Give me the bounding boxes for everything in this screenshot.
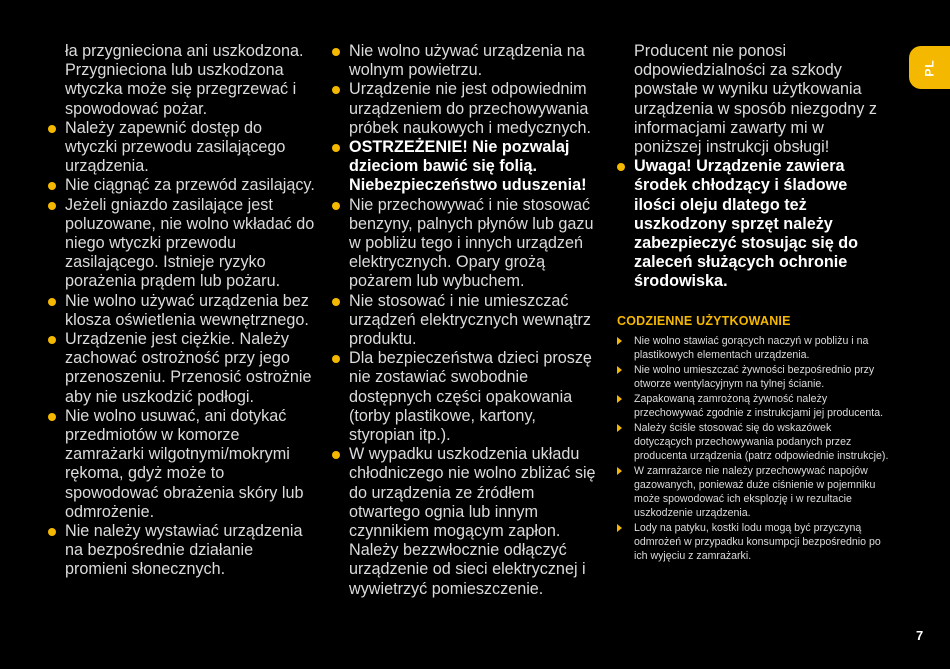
list-item: Nie wolno używać urządzenia na wolnym powietrzu. xyxy=(332,42,604,80)
list-item: Dla bezpieczeństwa dzieci proszę nie zostawiać swobodnie dostępnych części opakowania (torby plastikowe, kartony, styropian itp.). xyxy=(332,349,604,445)
list-item: Nie przechowywać i nie stosować benzyny, palnych płynów lub gazu w pobliżu tego i innych urządzeń elektrycznych. Opary grożą pożarem lub wybuchem. xyxy=(332,196,604,292)
list-item: Zapakowaną zamrożoną żywność należy przechowywać zgodnie z instrukcjami jej producenta. xyxy=(617,392,889,420)
text-column-2 xyxy=(332,42,604,599)
safety-list-3 xyxy=(617,157,889,291)
list-item: Nie ciągnąć za przewód zasilający. xyxy=(48,176,316,195)
language-tab xyxy=(909,46,950,89)
list-item: Nie wolno usuwać, ani dotykać przedmiotów w komorze zamrażarki wilgotnymi/mokrymi rękoma, gdyż może to spowodować obrażenia skóry lub odmrożenie. xyxy=(48,407,316,522)
text-column-1 xyxy=(48,42,316,580)
warning-list-item: OSTRZEŻENIE! Nie pozwalaj dzieciom bawić się folią. Niebezpieczeństwo uduszenia! xyxy=(332,138,604,196)
list-item: Urządzenie jest ciężkie. Należy zachować ostrożność przy jego przenoszeniu. Przenosić ostrożnie aby nie uszkodzić podłogi. xyxy=(48,330,316,407)
list-item: Nie stosować i nie umieszczać urządzeń elektrycznych wewnątrz produktu. xyxy=(332,292,604,350)
list-item: Należy zapewnić dostęp do wtyczki przewodu zasilającego urządzenia. xyxy=(48,119,316,177)
daily-use-list xyxy=(617,334,889,563)
list-item: Nie wolno stawiać gorących naczyń w pobliżu i na plastikowych elementach urządzenia. xyxy=(617,334,889,362)
list-item: W wypadku uszkodzenia układu chłodniczego nie wolno zbliżać się do urządzenia ze źródłem otwartego ognia lub innym czynnikiem mogącym zapłon. Należy bezzwłocznie odłączyć urządzenie od sieci elektrycznej i wywietrzyć pomieszczenie. xyxy=(332,445,604,599)
list-item: Urządzenie nie jest odpowiednim urządzeniem do przechowywania próbek naukowych i medycznych. xyxy=(332,80,604,138)
list-item: W zamrażarce nie należy przechowywać napojów gazowanych, ponieważ duże ciśnienie w pojemniku może spowodować ich eksplozję i w rezultacie uszkodzenie urządzenia. xyxy=(617,464,889,520)
safety-list-2 xyxy=(332,42,604,599)
list-item: Lody na patyku, kostki lodu mogą być przyczyną odmrożeń w przypadku konsumpcji bezpośrednio po ich wyjęciu z zamrażarki. xyxy=(617,521,889,563)
list-item: Nie wolno umieszczać żywności bezpośrednio przy otworze wentylacyjnym na tylnej ścianie. xyxy=(617,363,889,391)
list-item: Nie należy wystawiać urządzenia na bezpośrednie działanie promieni słonecznych. xyxy=(48,522,316,580)
page-number: 7 xyxy=(916,628,924,643)
warning-list-item: Uwaga! Urządzenie zawiera środek chłodzący i śladowe ilości oleju dlatego też uszkodzony sprzęt należy zabezpieczyć stosując się do zaleceń służących ochronie środowiska. xyxy=(617,157,889,291)
list-item: Nie wolno używać urządzenia bez klosza oświetlenia wewnętrznego. xyxy=(48,292,316,330)
safety-list-1 xyxy=(48,119,316,580)
text-column-3 xyxy=(617,42,889,564)
section-title: CODZIENNE UŻYTKOWANIE xyxy=(617,313,791,328)
list-item: Należy ściśle stosować się do wskazówek dotyczących przechowywania podanych przez producenta urządzenia (patrz odpowiednie instrukcje). xyxy=(617,421,889,463)
list-item: Jeżeli gniazdo zasilające jest poluzowane, nie wolno wkładać do niego wtyczki przewodu zasilającego. Istnieje ryzyko porażenia prądem lub pożaru. xyxy=(48,196,316,292)
continued-paragraph: Producent nie ponosi odpowiedzialności za szkody powstałe w wyniku użytkowania urządzenia w sposób niezgodny z informacjami zawarty mi w poniższej instrukcji obsługi! xyxy=(634,42,877,157)
continued-paragraph: ła przygnieciona ani uszkodzona. Przygnieciona lub uszkodzona wtyczka może się przegrzewać i spowodować pożar. xyxy=(65,42,304,118)
language-code: PL xyxy=(922,58,937,77)
